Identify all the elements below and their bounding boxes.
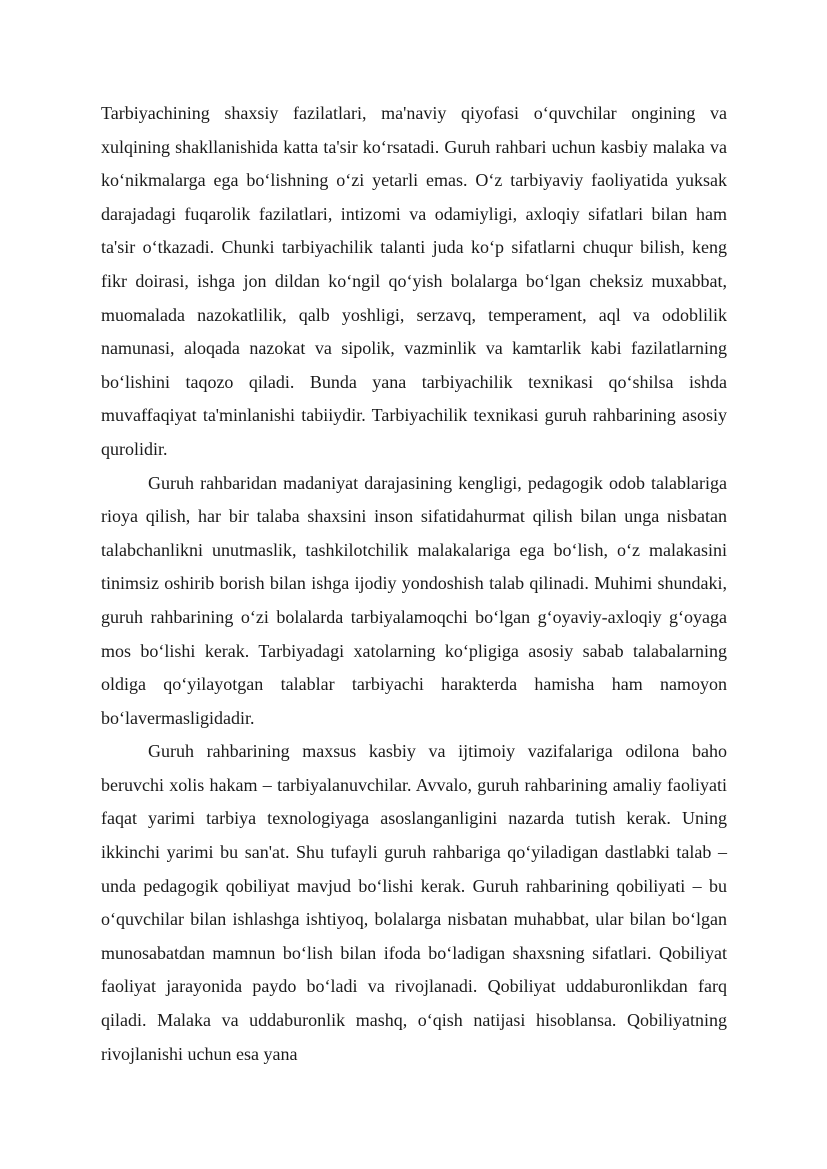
paragraph-2: Guruh rahbaridan madaniyat darajasining kengligi, pedagogik odob talablariga rioya qilish, har bir talaba shaxsini inson sifatidahurmat qilish bilan unga nisbatan talabchanlikni unutmaslik, tashkilotchilik malakalariga ega bo‘lish, o‘z malakasini tinimsiz oshirib borish bilan ishga ijodiy yondoshish talab qilinadi. Muhimi shundaki, guruh rahbarining o‘zi bolalarda tarbiyalamoqchi bo‘lgan g‘oyaviy-axloqiy g‘oyaga mos bo‘lishi kerak. Tarbiyadagi xatolarning ko‘pligiga asosiy sabab talabalarning oldiga qo‘yilayotgan talablar tarbiyachi harakterda hamisha ham namoyon bo‘lavermasligidadir. [101, 472, 727, 728]
paragraph-3: Guruh rahbarining maxsus kasbiy va ijtimoiy vazifalariga odilona baho beruvchi xolis hakam – tarbiyalanuvchilar. Avvalo, guruh rahbarining amaliy faoliyati faqat yarimi tarbiya texnologiyaga asoslanganligini nazarda tutish kerak. Uning ikkinchi yarimi bu san'at. Shu tufayli guruh rahbariga qo‘yiladigan dastlabki talab – unda pedagogik qobiliyat mavjud bo‘lishi kerak. Guruh rahbarining qobiliyati – bu o‘quvchilar bilan ishlashga ishtiyoq, bolalarga nisbatan muhabbat, ular bilan bo‘lgan munosabatdan mamnun bo‘lish bilan ifoda bo‘ladigan shaxsning sifatlari. Qobiliyat faoliyat jarayonida paydo bo‘ladi va rivojlanadi. Qobiliyat uddaburonlikdan farq qiladi. Malaka va uddaburonlik mashq, o‘qish natijasi hisoblansa. Qobiliyatning rivojlanishi uchun esa yana [101, 741, 727, 1064]
paragraph-1: Tarbiyachining shaxsiy fazilatlari, ma'naviy qiyofasi o‘quvchilar ongining va xulqining shakllanishida katta ta'sir ko‘rsatadi. Guruh rahbari uchun kasbiy malaka va ko‘nikmalarga ega bo‘lishning o‘zi yetarli emas. O‘z tarbiyaviy faoliyatida yuksak darajadagi fuqarolik fazilatlari, intizomi va odamiyligi, axloqiy sifatlari bilan ham ta'sir o‘tkazadi. Chunki tarbiyachilik talanti juda ko‘p sifatlarni chuqur bilish, keng fikr doirasi, ishga jon dildan ko‘ngil qo‘yish bolalarga bo‘lgan cheksiz muxabbat, muomalada nazokatlilik, qalb yoshligi, serzavq, temperament, aql va odoblilik namunasi, aloqada nazokat va sipolik, vazminlik va kamtarlik kabi fazilatlarning bo‘lishini taqozo qiladi. Bunda yana tarbiyachilik texnikasi qo‘shilsa ishda muvaffaqiyat ta'minlanishi tabiiydir. Tarbiyachilik texnikasi guruh rahbarining asosiy qurolidir. [101, 103, 727, 459]
document-body [101, 97, 727, 1071]
